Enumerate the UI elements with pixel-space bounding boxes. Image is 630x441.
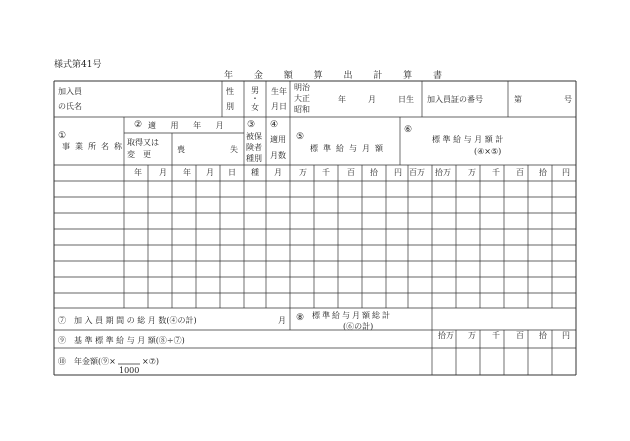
unit-c6-juu: 拾: [539, 168, 547, 177]
era-showa: 昭和: [294, 105, 310, 114]
era-taisho: 大正: [294, 94, 310, 103]
total-months-label: ⑦ 加 入 員 期 間 の 総 月 数(④の計): [58, 316, 197, 325]
acquisition-label-1: 取得又は: [127, 138, 159, 147]
col2-number: ②: [134, 120, 143, 130]
form-number: 様式第41号: [54, 60, 102, 70]
unit-c5-en: 円: [394, 168, 402, 177]
col3-number: ③: [247, 120, 256, 130]
birth-month-unit: 月: [368, 95, 376, 104]
unit-c6-hyaku: 百: [516, 168, 524, 177]
pension-amount-label-a: ⑩ 年金額(⑨×: [58, 357, 116, 366]
sex-female: 女: [251, 103, 259, 112]
unit-acq-month: 月: [159, 168, 167, 177]
insured-type-2: 険者: [246, 143, 262, 152]
birth-label-2: 月日: [271, 102, 287, 111]
applied-months-1: 適用: [270, 135, 286, 144]
card-number-dai: 第: [514, 95, 522, 104]
loss-label-2: 失: [230, 145, 238, 154]
total-months-unit: 月: [278, 316, 286, 325]
unit-c5-man: 万: [299, 168, 307, 177]
r9-unit-juuman: 拾万: [438, 331, 454, 340]
birth-label-1: 生年: [271, 87, 287, 96]
unit-loss-month: 月: [206, 168, 214, 177]
sex-label-2: 別: [226, 102, 234, 111]
r9-unit-hyaku: 百: [516, 331, 524, 340]
sex-male: 男: [251, 86, 259, 95]
member-name-label-1: 加入員: [58, 87, 82, 96]
sex-label-1: 性: [226, 87, 234, 96]
sex-dot: ・: [251, 94, 259, 103]
member-card-number-label: 加入員証の番号: [427, 95, 483, 104]
salary-grand-total-label: 標準給与月額総計: [312, 311, 392, 320]
application-period-label: 適 用 年 月: [148, 121, 230, 130]
card-number-go: 号: [564, 95, 572, 104]
unit-c6-sen: 千: [492, 168, 500, 177]
col4-number: ④: [270, 120, 279, 130]
loss-label-1: 喪: [177, 145, 185, 154]
unit-c6-man: 万: [468, 168, 476, 177]
r9-unit-juu: 拾: [539, 331, 547, 340]
r9-unit-sen: 千: [492, 331, 500, 340]
col5-number: ⑤: [296, 132, 305, 142]
applied-months-2: 月数: [270, 151, 286, 160]
unit-loss-day: 日: [228, 168, 236, 177]
col1-number: ①: [58, 131, 67, 141]
office-name-label: 事業所名称: [62, 142, 127, 151]
unit-c5-juu: 拾: [370, 168, 378, 177]
unit-months: 月: [274, 168, 282, 177]
salary-grand-total-sub: (⑥の計): [343, 322, 374, 331]
unit-c5-hyaku: 百: [347, 168, 355, 177]
insured-type-3: 種別: [246, 154, 262, 163]
row8-number: ⑧: [296, 313, 305, 323]
unit-acq-year: 年: [134, 168, 142, 177]
unit-kind: 種: [251, 168, 259, 177]
era-meiji: 明治: [294, 83, 310, 92]
pension-amount-label-b: ×⑦): [142, 357, 159, 366]
insured-type-1: 被保: [246, 132, 262, 141]
unit-loss-year: 年: [183, 168, 191, 177]
unit-c6-en: 円: [562, 168, 570, 177]
standard-monthly-salary-label: 標準給与月額: [310, 144, 388, 153]
salary-total-formula: (④×⑤): [474, 147, 502, 156]
birth-day-unit: 日生: [398, 95, 414, 104]
r9-unit-man: 万: [468, 331, 476, 340]
acquisition-label-2: 変 更: [127, 150, 151, 159]
birth-year-unit: 年: [338, 95, 346, 104]
r9-unit-en: 円: [562, 331, 570, 340]
unit-c6-hyakuman: 百万: [409, 168, 425, 177]
salary-total-label: 標 準 給 与 月 額 計: [432, 135, 504, 144]
base-salary-label: ⑨ 基 準 標 準 給 与 月 額(⑧÷⑦): [58, 336, 185, 345]
form-title: 年 金 額 算 出 計 算 書: [224, 71, 452, 81]
unit-c6-juuman: 拾万: [435, 168, 451, 177]
pension-amount-denominator: 1000: [119, 366, 140, 375]
unit-c5-sen: 千: [322, 168, 330, 177]
col6-number: ⑥: [404, 125, 413, 135]
member-name-label-2: の氏名: [58, 102, 82, 111]
